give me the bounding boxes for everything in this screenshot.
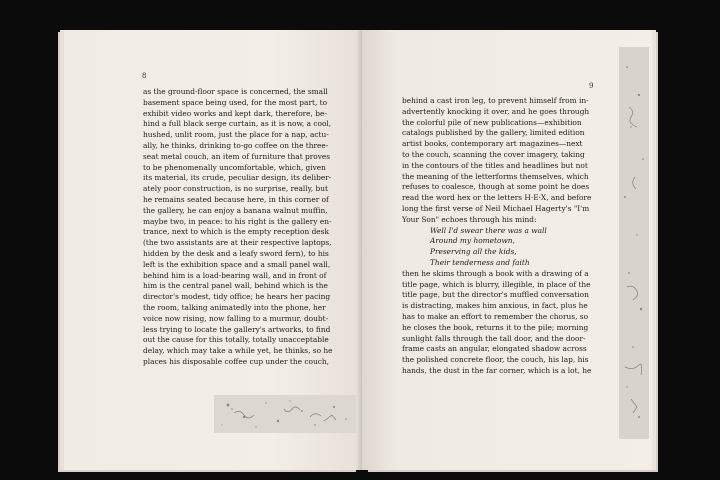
text-line: ately poor construction, is no surprise, really, but [143, 184, 328, 194]
text-line: read the word hex or the letters H·E·X, and before [402, 193, 592, 203]
dust-photograph-bottom [214, 395, 356, 433]
text-line: sunlight falls through the tall door, and the door- [402, 333, 586, 343]
dust-texture-image [214, 395, 356, 433]
text-line: he closes the book, returns it to the pile; morning [402, 322, 589, 332]
left-page [64, 30, 362, 470]
text-line: (the two assistants are at their respective laptops, [143, 238, 332, 248]
text-line: frame casts an angular, elongated shadow across [402, 344, 587, 354]
text-line: basement space being used, for the most part, to [143, 97, 328, 107]
text-line: director's modest, tidy office; he hears her pacing [143, 292, 331, 302]
text-line: refuses to coalesce, though at some point he does [402, 182, 590, 192]
text-line: the gallery, he can enjoy a banana walnut muffin, [143, 205, 328, 215]
text-line: to the couch, scanning the cover imagery, taking [402, 149, 585, 159]
text-line: trance, next to which is the empty reception desk [143, 227, 329, 237]
text-line: hind a full black serge curtain, as it is now, a cool, [143, 119, 332, 129]
text-line: voice now rising, now falling to a murmur, doubt- [143, 313, 329, 323]
text-line: its material, its crude, peculiar design, its deliber- [143, 173, 332, 183]
text-line: the colorful pile of new publications—exhibition [402, 117, 582, 127]
text-line: less trying to locate the gallery's artworks, to find [143, 324, 331, 334]
dust-texture-image-vertical [619, 47, 649, 439]
text-line: the room, talking animatedly into the phone, her [143, 302, 326, 312]
text-line: hidden by the desk and a leafy sword fern), to his [143, 248, 329, 258]
text-line: Your Son" echoes through his mind: [402, 214, 537, 224]
text-line: out the cause for this totally, totally unacceptable [143, 335, 329, 345]
text-line: hands, the dust in the far corner, which is a lot, he [402, 365, 592, 375]
text-line: delay, which may take a while yet, he thinks, so he [143, 346, 333, 356]
verse-line: Around my hometown, [430, 236, 515, 246]
text-line: left is the exhibition space and a small panel wall, [143, 259, 331, 269]
verse-line: Well I'd swear there was a wall [430, 225, 547, 235]
text-line: to be phenomenally uncomfortable, which, given [143, 162, 326, 172]
text-line: title page, but the director's muffled conversation [402, 290, 589, 300]
text-line: maybe two, in peace: to his right is the gallery en- [143, 216, 332, 226]
text-line: places his disposable coffee cup under the couch, [143, 356, 329, 366]
text-line: then he skims through a book with a drawing of a [402, 268, 589, 278]
text-line: has to make an effort to remember the chorus, so [402, 311, 589, 321]
text-line: artist books, contemporary art magazines—next [402, 139, 583, 149]
text-line: him is the central panel wall, behind which is the [143, 281, 328, 291]
verse-line: Their tenderness and faith [430, 257, 530, 267]
text-line: behind him is a load-bearing wall, and in front of [143, 270, 327, 280]
text-line: as the ground-floor space is concerned, the small [143, 87, 328, 96]
text-line: catalogs published by the gallery, limited edition [402, 128, 585, 138]
text-line: the polished concrete floor, the couch, his lap, his [402, 355, 589, 365]
left-page-text [143, 87, 333, 368]
text-line: seat metal couch, an item of furniture that proves [143, 151, 331, 161]
dust-photograph-side [619, 47, 649, 439]
text-line: is distracting, makes him anxious, in fact, plus he [402, 301, 588, 311]
text-line: ally, he thinks, drinking to-go coffee on the three- [143, 140, 329, 150]
text-line: exhibit video works and kept dark, therefore, be- [143, 108, 327, 118]
text-line: the meaning of the letterforms themselves, which [402, 171, 589, 181]
text-line: long the first verse of Neil Michael Hagerty's "I'm [402, 203, 590, 213]
text-line: title page, which is blurry, illegible, in place of the [402, 279, 591, 289]
page-number-right: 9 [589, 82, 594, 90]
text-line: advertently knocking it over, and he goes through [402, 106, 590, 116]
verse-line: Preserving all the kids, [430, 247, 517, 257]
text-line: hushed, unlit room, just the place for a nap, actu- [143, 130, 329, 140]
page-number-left: 8 [142, 72, 147, 80]
text-line: behind a cast iron leg, to prevent himself from in- [402, 96, 589, 105]
right-page [362, 30, 652, 470]
right-page-text [402, 96, 591, 377]
text-line: in the contours of the titles and headlines but not [402, 160, 588, 170]
text-line: he remains seated because here, in this corner of [143, 194, 329, 204]
